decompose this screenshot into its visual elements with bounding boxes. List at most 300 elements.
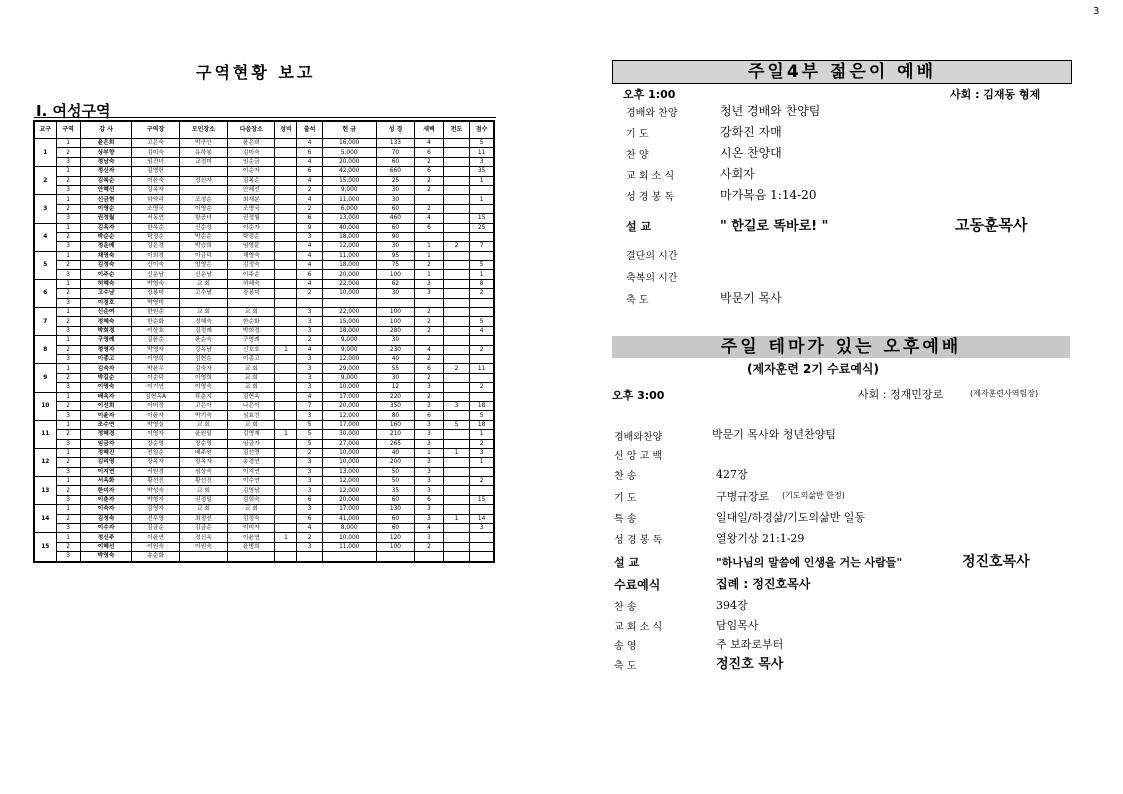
offering-cell: 62 [376,279,415,288]
teacher-cell: 박윤우 [132,364,179,373]
district-head-cell: 고은아 [179,401,227,410]
order-label: 성 경 봉 독 [626,192,675,203]
bible-cell: 2 [415,157,444,166]
meeting-place-cell: 교 회 [228,505,275,514]
attendance-cell: 10,000 [322,533,376,542]
district-cell: 1 [56,251,80,260]
next-place-cell [275,486,297,495]
dawn-cell [443,261,469,270]
leader-cell: 박순순 [80,232,132,241]
next-place-cell [275,336,297,345]
district-cell: 2 [56,514,80,523]
meeting-place-cell: 이순자 [228,223,275,232]
table-body [34,139,494,562]
offering-cell: 60 [376,514,415,523]
meeting-place-cell: 이순자 [228,167,275,176]
dawn-cell [443,430,469,439]
meeting-place-cell: 최재분 [228,195,275,204]
bible-cell: 2 [415,317,444,326]
meeting-place-cell: 임금자 [228,439,275,448]
bible-cell: 2 [415,176,444,185]
visitor-cell: 6 [297,514,322,523]
attendance-cell: 27,000 [322,439,376,448]
service2-time: 오후 3:00 [612,389,665,402]
next-place-cell [275,326,297,335]
attendance-cell: 22,000 [322,308,376,317]
meeting-place-cell: 허혜숙 [228,279,275,288]
table-row [34,261,494,270]
district-cell: 3 [56,326,80,335]
teacher-cell: 이희경 [132,251,179,260]
bible-cell: 2 [415,261,444,270]
gyogu-cell: 2 [34,167,56,195]
district-head-cell: 김정례 [179,326,227,335]
leader-cell: 안혜선 [80,185,132,194]
next-place-cell [275,167,297,176]
visitor-cell: 4 [297,345,322,354]
order-label: 송 영 [614,641,637,652]
leader-cell: 채영숙 [80,251,132,260]
district-cell: 2 [56,261,80,270]
meeting-place-cell: 교 회 [228,373,275,382]
evangelism-cell [470,336,494,345]
attendance-cell: 12,000 [322,354,376,363]
table-row [34,505,494,514]
visitor-cell: 7 [297,401,322,410]
bible-cell: 3 [415,514,444,523]
order-value: 강화진 자매 [720,125,782,139]
evangelism-cell: 15 [470,495,494,504]
next-place-cell [275,420,297,429]
bible-cell: 1 [415,251,444,260]
meeting-place-cell: 김희숙 [228,495,275,504]
offering-cell: 55 [376,364,415,373]
teacher-cell: 서동연 [132,214,179,223]
district-cell: 1 [56,448,80,457]
district-head-cell: 김금순 [179,524,227,533]
attendance-cell: 8,000 [322,524,376,533]
bible-cell: 3 [415,279,444,288]
bible-cell: 2 [415,308,444,317]
teacher-cell: 김미숙 [132,148,179,157]
district-cell: 2 [56,148,80,157]
table-row [34,439,494,448]
table-row [34,477,494,486]
next-place-cell: 1 [275,430,297,439]
report-title: 구역현황 보고 [196,63,316,82]
evangelism-cell: 1 [470,176,494,185]
meeting-place-cell: 교 회 [228,364,275,373]
district-cell: 3 [56,354,80,363]
meeting-place-cell: 김영남 [228,486,275,495]
offering-cell: 40 [376,354,415,363]
meeting-place-cell: 김선영 [228,448,275,457]
offering-cell: 100 [376,542,415,551]
evangelism-cell: 3 [470,157,494,166]
visitor-cell: 4 [297,139,322,148]
teacher-cell: 이미정 [132,401,179,410]
attendance-cell: 5,000 [322,148,376,157]
district-head-cell: 황선진 [179,477,227,486]
evangelism-cell [470,308,494,317]
table-row [34,317,494,326]
teacher-cell: 하약리 [132,195,179,204]
teacher-cell: 김은경 [132,242,179,251]
visitor-cell: 4 [297,251,322,260]
attendance-cell: 20,000 [322,401,376,410]
leader-cell: 정운례 [80,242,132,251]
leader-cell: 정신주 [80,533,132,542]
evangelism-cell [470,392,494,401]
visitor-cell: 4 [297,392,322,401]
table-row [34,345,494,354]
teacher-cell: 장옥자 [132,458,179,467]
attendance-cell: 10,000 [322,289,376,298]
table-row [34,552,494,562]
meeting-place-cell: 이수연 [228,477,275,486]
bible-cell: 6 [415,411,444,420]
teacher-cell: 박영자 [132,345,179,354]
gyogu-cell: 8 [34,336,56,364]
meeting-place-cell: 박희정 [228,326,275,335]
bible-cell: 6 [415,167,444,176]
leader-cell: 이영숙 [80,383,132,392]
attendance-cell: 17,000 [322,420,376,429]
next-place-cell [275,251,297,260]
next-place-cell [275,505,297,514]
header-cell: 새벽 [415,121,444,139]
sermon-title: "하나님의 말씀에 인생을 거는 사람들" [716,556,903,569]
header-cell: 구역장 [132,121,179,139]
offering-cell [376,298,415,307]
bible-cell: 2 [415,185,444,194]
district-cell: 3 [56,552,80,562]
bible-cell: 2 [415,326,444,335]
teacher-cell: 이영희 [132,354,179,363]
teacher-cell: 조명국 [132,204,179,213]
attendance-cell: 41,000 [322,514,376,523]
meeting-place-cell: 나은이 [228,401,275,410]
evangelism-cell: 5 [470,317,494,326]
offering-cell: 90 [376,232,415,241]
teacher-cell: 박영실 [132,420,179,429]
evangelism-cell: 11 [470,364,494,373]
order-label: 찬 송 [614,471,637,482]
bible-cell: 3 [415,439,444,448]
leader-cell: 정신자 [80,167,132,176]
gyogu-cell: 6 [34,279,56,307]
gyogu-cell: 9 [34,364,56,392]
district-cell: 1 [56,364,80,373]
preacher-name: 정진호목사 [962,554,1030,570]
leader-cell: 김정숙 [80,514,132,523]
visitor-cell: 3 [297,317,322,326]
meeting-place-cell: 채영숙 [228,251,275,260]
evangelism-cell: 1 [470,430,494,439]
district-cell: 2 [56,204,80,213]
sermon-label: 설 교 [614,556,640,569]
meeting-place-cell: 윤병희 [228,542,275,551]
bible-cell: 3 [415,533,444,542]
table-row [34,364,494,373]
district-head-cell: 윤순숙 [179,336,227,345]
offering-cell: 12 [376,383,415,392]
district-cell: 1 [56,223,80,232]
visitor-cell: 3 [297,477,322,486]
header-cell: 교구 [34,121,56,139]
leader-cell: 이윤자 [80,411,132,420]
dawn-cell [443,552,469,562]
service2-subtitle: (제자훈련 2기 수료예식) [747,362,880,376]
bible-cell: 3 [415,430,444,439]
bible-cell: 6 [415,495,444,504]
next-place-cell [275,383,297,392]
bible-cell: 4 [415,214,444,223]
table-row [34,232,494,241]
attendance-cell: 11,000 [322,542,376,551]
bible-cell: 3 [415,467,444,476]
header-cell: 구역 [56,121,80,139]
district-head-cell: 엄영은 [179,261,227,270]
dawn-cell [443,505,469,514]
order-label: 교 회 소 식 [614,622,663,633]
leader-cell: 김숙자 [80,364,132,373]
dawn-cell [443,279,469,288]
next-place-cell [275,279,297,288]
offering-cell: 133 [376,139,415,148]
district-head-cell: 신운남 [179,270,227,279]
offering-cell: 60 [376,223,415,232]
meeting-place-cell: 안혜선 [228,185,275,194]
teacher-cell: 탁정순 [132,232,179,241]
dawn-cell [443,176,469,185]
teacher-cell: 이순덕 [132,373,179,382]
leader-cell: 조수연 [80,420,132,429]
header-cell: 점수 [470,121,494,139]
leader-cell: 이춘자 [80,495,132,504]
table-row [34,251,494,260]
ceremony-value: 집례 : 정진호목사 [716,577,811,591]
order-label: 경배와찬양 [614,432,663,443]
evangelism-cell: 5 [470,261,494,270]
dawn-cell [443,533,469,542]
district-cell: 3 [56,270,80,279]
district-head-cell: 박순순 [179,232,227,241]
bible-cell: 3 [415,401,444,410]
visitor-cell: 3 [297,383,322,392]
evangelism-cell: 1 [470,195,494,204]
evangelism-cell [470,373,494,382]
visitor-cell: 2 [297,289,322,298]
leader-cell: 박길순 [80,373,132,382]
next-place-cell [275,242,297,251]
district-head-cell: 고수남 [179,289,227,298]
teacher-cell: 신운남 [132,270,179,279]
offering-cell: 50 [376,467,415,476]
table-row [34,542,494,551]
dawn-cell [443,270,469,279]
next-place-cell: 1 [275,345,297,354]
district-cell: 1 [56,477,80,486]
district-head-cell: 최정선 [179,514,227,523]
offering-cell: 50 [376,477,415,486]
evangelism-cell [470,232,494,241]
bible-cell [415,298,444,307]
leader-cell: 상부향 [80,148,132,157]
section-title: Ⅰ. 여성구역 [36,102,111,120]
bible-cell: 3 [415,486,444,495]
order-value-note: (기도의삶반 한정) [782,491,845,500]
offering-cell: 60 [376,157,415,166]
gyogu-cell: 7 [34,308,56,336]
offering-cell: 60 [376,204,415,213]
order-value: 주 보좌로부터 [716,638,784,651]
leader-cell: 고수남 [80,289,132,298]
dawn-cell [443,458,469,467]
teacher-cell: 장순영 [132,439,179,448]
service1-time: 오후 1:00 [623,88,676,101]
order-label: 경배와 찬양 [626,108,678,119]
teacher-cell: 박형자 [132,495,179,504]
leader-cell: 이종고 [80,354,132,363]
next-place-cell [275,401,297,410]
table-row [34,467,494,476]
offering-cell: 160 [376,420,415,429]
dawn-cell [443,204,469,213]
table-row [34,214,494,223]
attendance-cell: 12,000 [322,486,376,495]
visitor-cell: 4 [297,157,322,166]
meeting-place-cell: 한순화 [228,317,275,326]
visitor-cell: 4 [297,242,322,251]
district-head-cell: 정신옥 [179,533,227,542]
order-label: 결단의 시간 [626,251,678,262]
evangelism-cell: 18 [470,401,494,410]
district-head-cell [179,167,227,176]
leader-cell: 한미자 [80,486,132,495]
order-value: 담임목사 [716,619,759,632]
next-place-cell [275,514,297,523]
order-label: 신 앙 고 백 [614,451,663,462]
header-cell: 다음장소 [228,121,275,139]
order-value: 394장 [716,599,748,612]
order-value: 청년 경배와 찬양팀 [720,104,821,118]
meeting-place-cell: 송경연 [228,458,275,467]
dawn-cell [443,148,469,157]
table-row [34,185,494,194]
district-cell: 3 [56,495,80,504]
attendance-cell: 17,000 [322,505,376,514]
evangelism-cell [470,185,494,194]
order-value: 구병규장로 [716,490,770,503]
meeting-place-cell: 이주순 [228,270,275,279]
order-value: 마가복음 1:14-20 [720,188,817,202]
bible-cell: 2 [415,354,444,363]
dawn-cell [443,383,469,392]
visitor-cell: 6 [297,495,322,504]
visitor-cell: 4 [297,261,322,270]
attendance-cell: 30,000 [322,430,376,439]
bible-cell: 2 [415,542,444,551]
evangelism-cell: 14 [470,514,494,523]
evangelism-cell: 2 [470,477,494,486]
attendance-cell: 13,000 [322,214,376,223]
meeting-place-cell: 김현옥 [228,392,275,401]
dawn-cell: 2 [443,364,469,373]
next-place-cell [275,270,297,279]
order-label: 축복의 시간 [626,273,678,284]
header-cell: 출석 [297,121,322,139]
offering-cell: 95 [376,251,415,260]
visitor-cell: 6 [297,270,322,279]
dawn-cell [443,289,469,298]
order-value: 박문기 목사 [720,291,782,305]
bible-cell: 1 [415,242,444,251]
dawn-cell: 1 [443,514,469,523]
next-place-cell [275,373,297,382]
next-place-cell [275,308,297,317]
table-row [34,279,494,288]
next-place-cell [275,195,297,204]
table-row [34,420,494,429]
district-head-cell: 장옥자 [179,458,227,467]
district-head-cell: 이금덕 [179,251,227,260]
visitor-cell: 3 [297,326,322,335]
table-row [34,176,494,185]
evangelism-cell: 4 [470,326,494,335]
dawn-cell [443,486,469,495]
district-cell: 3 [56,185,80,194]
district-cell: 3 [56,298,80,307]
dawn-cell [443,195,469,204]
bible-cell: 3 [415,458,444,467]
meeting-place-cell [228,552,275,562]
service1-presider: 사회 : 김재동 형제 [950,88,1041,101]
teacher-cell: 김옥자 [132,185,179,194]
offering-cell: 80 [376,411,415,420]
attendance-cell: 15,000 [322,317,376,326]
district-head-cell: 교정미 [179,157,227,166]
table-row [34,157,494,166]
visitor-cell: 3 [297,486,322,495]
visitor-cell: 3 [297,354,322,363]
offering-cell: 25 [376,176,415,185]
evangelism-cell [470,542,494,551]
dawn-cell [443,411,469,420]
dawn-cell [443,232,469,241]
district-cell: 1 [56,533,80,542]
visitor-cell: 4 [297,524,322,533]
offering-cell: 30 [376,195,415,204]
order-label: 축 도 [626,295,649,306]
evangelism-cell [470,505,494,514]
table-row [34,495,494,504]
attendance-cell: 17,000 [322,392,376,401]
evangelism-cell [470,533,494,542]
next-place-cell [275,317,297,326]
district-head-cell: 왕공녀 [179,214,227,223]
offering-cell: 350 [376,401,415,410]
district-report-table [33,120,495,563]
table-row [34,383,494,392]
district-head-cell: 교 회 [179,279,227,288]
leader-cell: 허혜숙 [80,279,132,288]
service2-banner: 주일 테마가 있는 오후예배 [612,336,1070,358]
next-place-cell [275,552,297,562]
leader-cell: 정혜진 [80,448,132,457]
meeting-place-cell: 김영재 [228,430,275,439]
attendance-cell: 10,000 [322,383,376,392]
